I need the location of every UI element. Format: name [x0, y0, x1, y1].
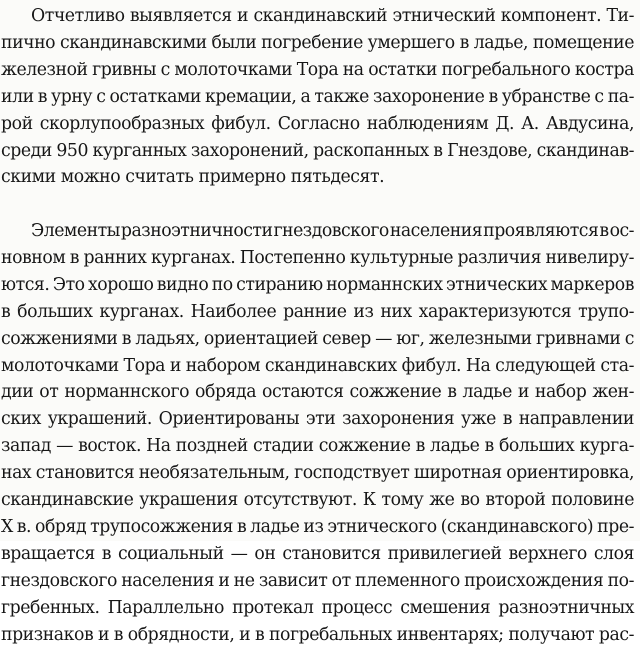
text-line: [0, 30, 640, 57]
text-line-content: ских украшений. Ориентированы эти захоронения уже в направлении: [1, 409, 634, 430]
text-line-content: пично скандинавскими были погребение умершего в ладье, помещение: [1, 32, 634, 53]
text-line: [0, 460, 640, 487]
text-line-content: Отчетливо выявляется и скандинавский этнический компонент. Ти-: [31, 6, 634, 26]
text-line-content: в больших курганах. Наиболее ранние из них характеризуются трупо-: [1, 301, 634, 322]
text-line-content: ются. Это хорошо видно по стиранию норманнских этнических маркеров: [1, 274, 634, 295]
text-line-content: рой скорлупообразных фибул. Согласно наблюдениям Д. А. Авдусина,: [1, 113, 634, 134]
text-line-content: среди 950 курганных захоронений, раскопанных в Гнездове, скандинав-: [1, 140, 634, 161]
text-line: [0, 84, 640, 111]
text-line: [0, 622, 640, 649]
text-line: [0, 568, 640, 595]
text-line: [0, 299, 640, 326]
text-line: [0, 218, 640, 245]
text-line: [0, 487, 640, 514]
text-line: [0, 541, 640, 568]
text-line-content: признаков и в обрядности, и в погребальных инвентарях; получают рас-: [1, 624, 634, 645]
text-line-content: скандинавские украшения отсутствуют. К тому же во второй половине: [1, 490, 634, 510]
text-line: [0, 595, 640, 622]
text-line: [0, 272, 640, 299]
page-top-edge: [0, 0, 640, 4]
text-line: [0, 57, 640, 84]
text-line: [0, 164, 640, 191]
text-line: [0, 326, 640, 353]
text-line: [0, 353, 640, 380]
text-line-content: гребенных. Параллельно протекал процесс смешения разноэтничных: [1, 597, 634, 618]
text-line: [0, 406, 640, 433]
text-line-content: Элементы разноэтничности гнездовского населения проявляются в ос-: [31, 221, 634, 241]
text-line: [0, 245, 640, 272]
text-line-content: дии от норманнского обряда остаются сожжение в ладье и набор жен-: [1, 382, 634, 403]
text-line-content: запад — восток. На поздней стадии сожжение в ладье в больших курга-: [1, 436, 634, 457]
text-line: [0, 433, 640, 460]
text-line-content: железной гривны с молоточками Тора на остатки погребального костра: [1, 59, 634, 80]
text-line-content: новном в ранних курганах. Постепенно культурные различия нивелиру-: [1, 247, 634, 268]
text-line: [0, 379, 640, 406]
text-line: [0, 111, 640, 138]
text-line: [0, 514, 640, 541]
text-line-content: X в. обряд трупосожжения в ладье из этнического (скандинавского) пре-: [1, 516, 634, 537]
text-line-content: нах становится необязательным, господствует широтная ориентировка,: [1, 463, 634, 484]
text-line-content: сожжениями в ладьях, ориентацией север — юг, железными гривнами с: [1, 328, 634, 349]
text-line: [0, 138, 640, 165]
text-line-content: или в урну с остатками кремации, а также захоронение в убранстве с па-: [1, 86, 634, 107]
text-line: [0, 3, 640, 30]
text-line-content: вращается в социальный — он становится привилегией верхнего слоя: [1, 543, 634, 564]
text-line-content: скими можно считать примерно пятьдесят.: [1, 167, 385, 188]
text-line-content: молоточками Тора и набором скандинавских фибул. На следующей ста-: [1, 355, 634, 376]
text-line-content: гнездовского населения и не зависит от племенного происхождения по-: [1, 570, 634, 591]
